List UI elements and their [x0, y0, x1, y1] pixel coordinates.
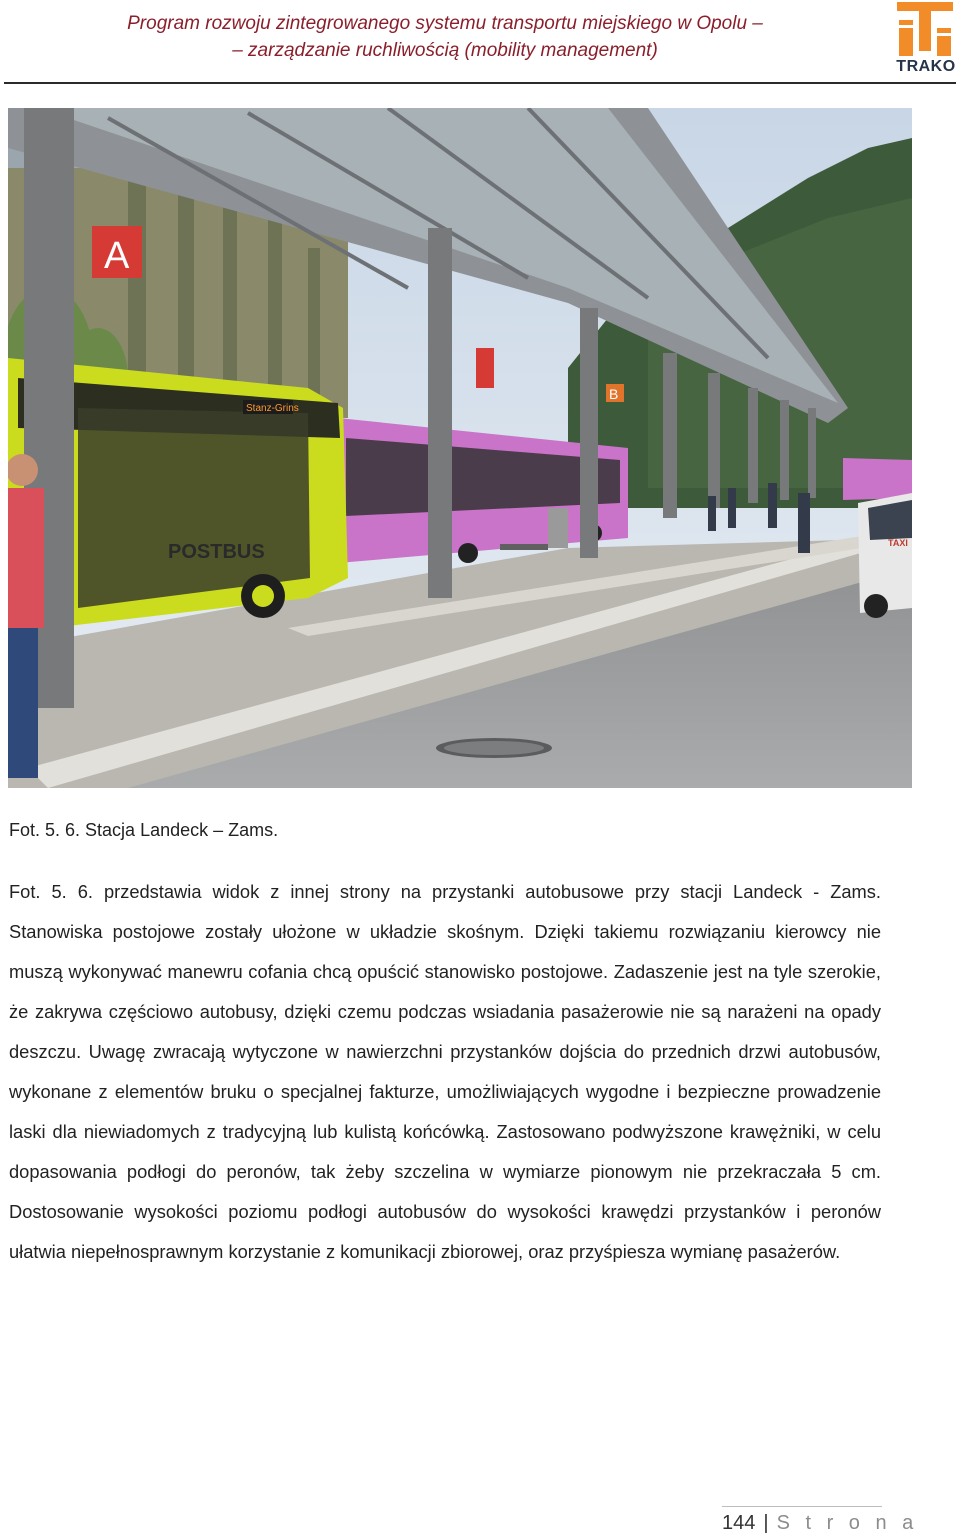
- header-divider: [4, 82, 956, 84]
- document-title-line-2: – zarządzanie ruchliwością (mobility management): [232, 40, 658, 61]
- photo-caption: Fot. 5. 6. Stacja Landeck – Zams.: [9, 820, 279, 840]
- footer-divider: [722, 1506, 882, 1507]
- footer-separator: |: [763, 1512, 769, 1534]
- document-title: [0, 10, 890, 64]
- bus-brand-text: POSTBUS: [168, 541, 265, 563]
- page-header: [0, 0, 960, 84]
- document-title-line-1: Program rozwoju zintegrowanego systemu transportu miejskiego w Opolu –: [127, 13, 763, 34]
- logo-text: TRAKO: [896, 58, 956, 75]
- photo-landeck-zams-station: [8, 108, 912, 788]
- page-footer: [722, 1512, 918, 1535]
- stop-sign-a-text: A: [104, 235, 130, 277]
- bus-station-illustration: [8, 108, 912, 788]
- bus-destination-display: Stanz-Grins: [246, 403, 299, 414]
- taxi-sign-text: TAXI: [888, 538, 908, 548]
- page-word: S t r o n a: [776, 1512, 919, 1534]
- stop-sign-b-text: B: [609, 386, 619, 402]
- page-number: 144: [722, 1512, 756, 1534]
- trako-logo-icon: [895, 2, 957, 58]
- body-paragraph: Fot. 5. 6. przedstawia widok z innej strony na przystanki autobusowe przy stacji Landeck - Zams. Stanowiska postojowe zostały ułożone w układzie skośnym. Dzięki takiemu rozwiązaniu kierowcy nie muszą wykonywać manewru cofania chcą opuścić stanowisko postojowe. Zadaszenie jest na tyle szerokie, że zakrywa częściowo autobusy, dzięki czemu podczas wsiadania pasażerowie nie są narażeni na opady deszczu. Uwagę zwracają wytyczone w nawierzchni przystanków dojścia do przednich drzwi autobusów, wykonane z elementów bruku o specjalnej fakturze, umożliwiających wygodne i bezpieczne prowadzenie laski dla niewiadomych z tradycyjną lub kulistą końcówką. Zastosowano podwyższone krawężniki, w celu dopasowania podłogi do peronów, tak żeby szczelina w wymiarze pionowym nie przekraczała 5 cm. Dostosowanie wysokości poziomu podłogi autobusów do wysokości krawędzi przystanków i peronów ułatwia niepełnosprawnym korzystanie z komunikacji zbiorowej, oraz przyśpiesza wymianę pasażerów.: [9, 881, 881, 1262]
- trako-logo: [895, 2, 957, 76]
